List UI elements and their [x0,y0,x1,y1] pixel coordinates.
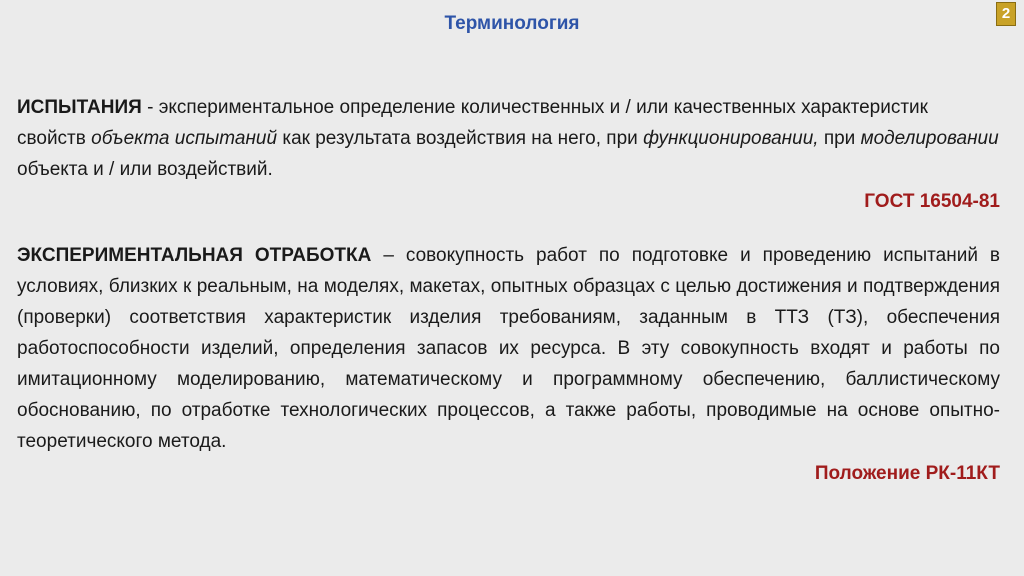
slide-title: Терминология [444,13,580,34]
definition-emphasis: объекта испытаний [91,128,278,149]
definition-source: ГОСТ 16504-81 [864,191,1000,212]
definition-text [17,240,1000,457]
definition-text-part: объекта и / или воздействий. [17,159,273,180]
definition-text [17,92,1000,185]
page-number-badge: 2 [996,2,1016,26]
definition-block [17,240,1000,489]
definition-emphasis: функционировании, [643,128,819,149]
definition-source: Положение РК-11КТ [814,463,1000,484]
definition-text-part: – совокупность работ по подготовке и проведению испытаний в условиях, близких к реальным, на моделях, макетах, опытных образцах с целью достижения и подтверждения (проверки) соответствия характеристик изделия требованиям, заданным в ТТЗ (ТЗ), обеспечения работоспособности изделий, определения запасов их ресурса. В эту совокупность входят и работы по имитационному моделированию, математическому и программному обеспечению, баллистическому обоснованию, по отработке технологических процессов, а также работы, проводимые на основе опытно-теоретического метода. [17,245,1000,452]
slide-content [17,92,1000,489]
definition-text-part: при [818,128,861,149]
definition-text-part: как результата воздействия на него, при [277,128,644,149]
definition-text-part: - экспериментальное определение количественных и / или качественных характеристик свойств [17,97,928,149]
definition-term: ИСПЫТАНИЯ [17,97,142,118]
definition-term: ЭКСПЕРИМЕНТАЛЬНАЯ ОТРАБОТКА [17,245,372,266]
definition-emphasis: моделировании [860,128,999,149]
definition-block [17,92,1000,217]
